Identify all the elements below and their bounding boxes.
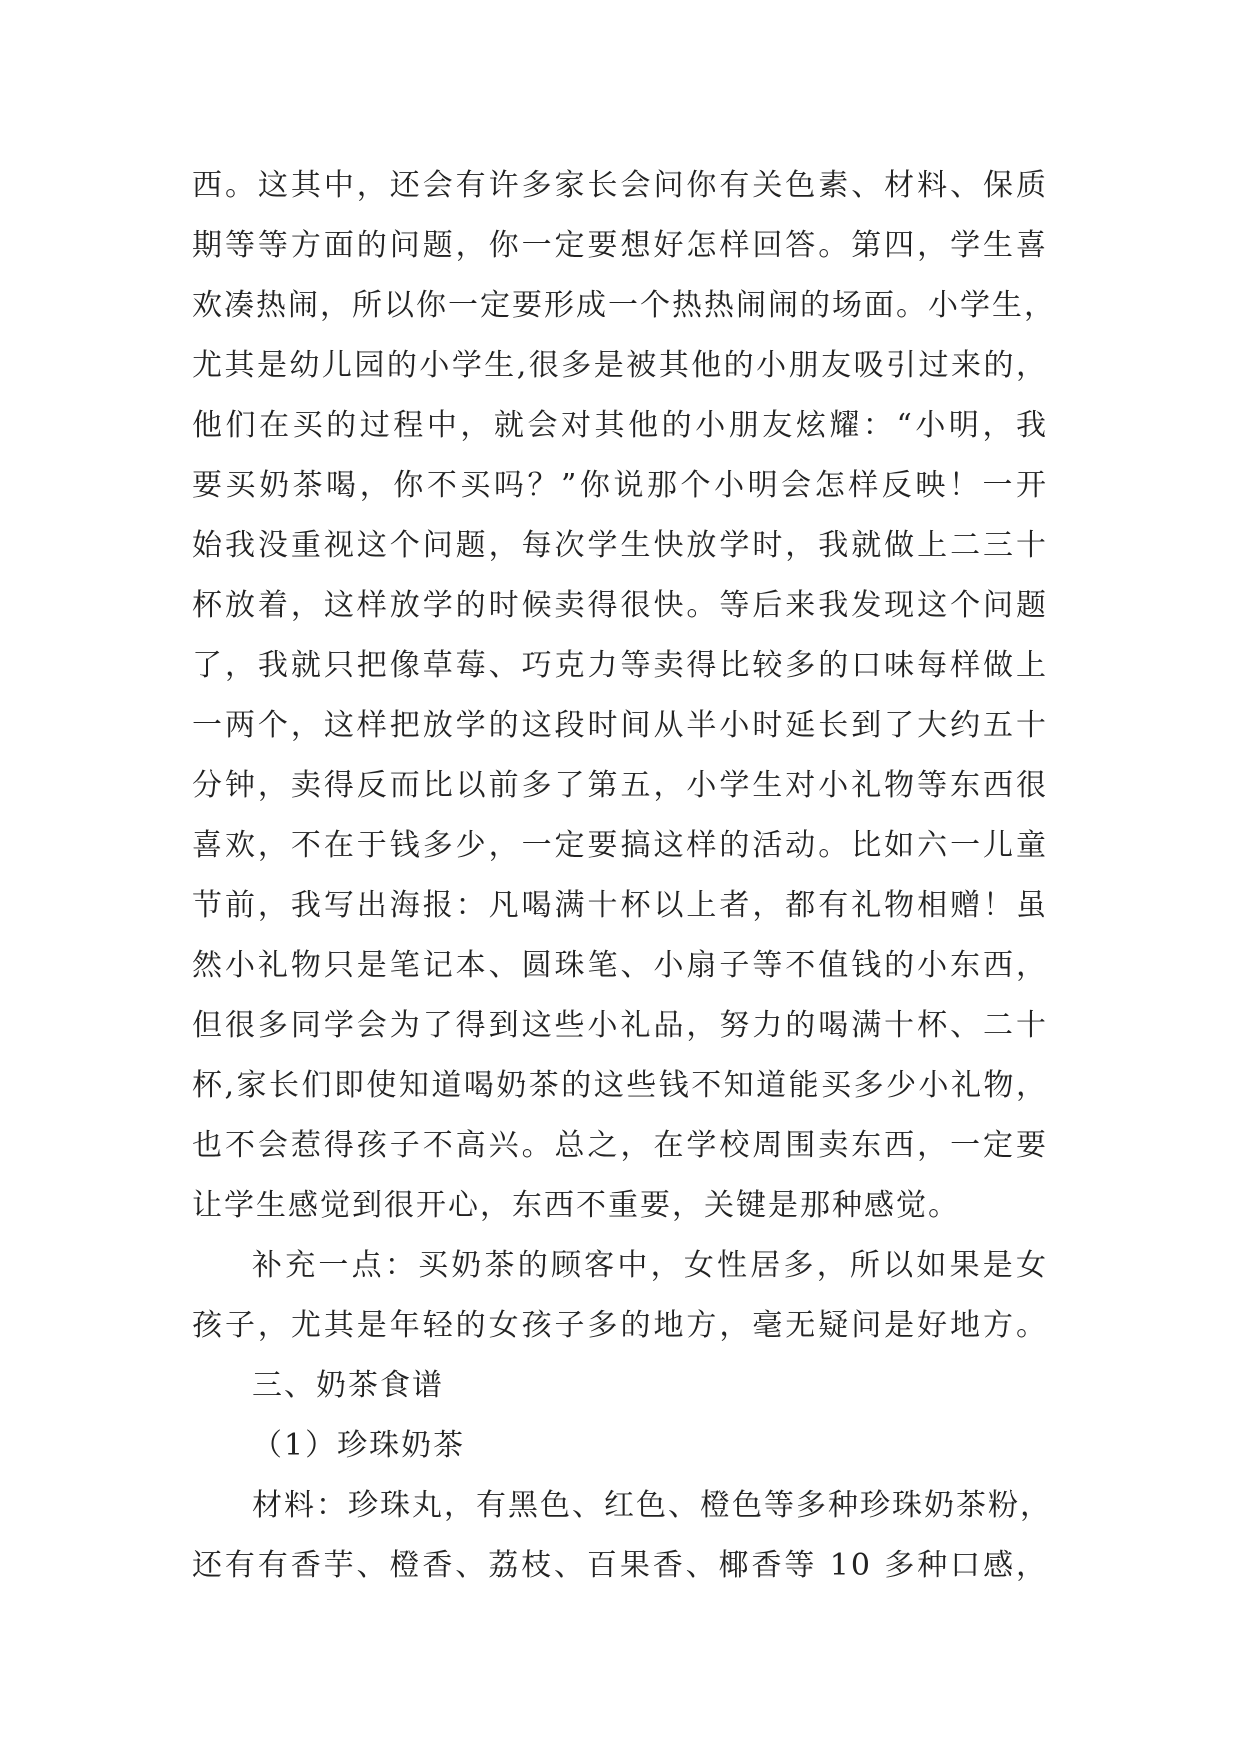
text-line: 节前，我写出海报：凡喝满十杯以上者，都有礼物相赠！虽 — [192, 888, 1048, 923]
text-line: 尤其是幼儿园的小学生,很多是被其他的小朋友吸引过来的， — [192, 348, 1048, 383]
text-line: 但很多同学会为了得到这些小礼品，努力的喝满十杯、二十 — [192, 1008, 1048, 1043]
text-line: 杯,家长们即使知道喝奶茶的这些钱不知道能买多少小礼物， — [192, 1068, 1048, 1103]
subsection-heading: （1）珍珠奶茶 — [252, 1428, 466, 1463]
body-text — [192, 156, 1056, 1596]
text-line: 始我没重视这个问题，每次学生快放学时，我就做上二三十 — [192, 528, 1048, 563]
text-line: 期等等方面的问题，你一定要想好怎样回答。第四，学生喜 — [192, 228, 1048, 263]
text-line: 喜欢，不在于钱多少，一定要搞这样的活动。比如六一儿童 — [192, 828, 1048, 863]
text-line: 他们在买的过程中，就会对其他的小朋友炫耀：“小明，我 — [192, 408, 1048, 443]
text-line: 分钟，卖得反而比以前多了第五，小学生对小礼物等东西很 — [192, 768, 1048, 803]
paragraph-first-line: 材料：珍珠丸，有黑色、红色、橙色等多种珍珠奶茶粉， — [252, 1488, 1052, 1523]
text-line: 然小礼物只是笔记本、圆珠笔、小扇子等不值钱的小东西， — [192, 948, 1048, 983]
text-line: 欢凑热闹，所以你一定要形成一个热热闹闹的场面。小学生， — [192, 288, 1056, 323]
text-line: 杯放着，这样放学的时候卖得很快。等后来我发现这个问题 — [192, 588, 1048, 623]
text-line: 也不会惹得孩子不高兴。总之，在学校周围卖东西，一定要 — [192, 1128, 1048, 1163]
text-line: 要买奶茶喝，你不买吗？”你说那个小明会怎样反映！一开 — [192, 468, 1048, 503]
section-heading: 三、奶茶食谱 — [252, 1368, 444, 1403]
paragraph-first-line: 补充一点：买奶茶的顾客中，女性居多，所以如果是女 — [252, 1248, 1048, 1283]
text-line: 了，我就只把像草莓、巧克力等卖得比较多的口味每样做上 — [192, 648, 1048, 683]
text-line: 还有有香芋、橙香、荔枝、百果香、椰香等 10 多种口感， — [192, 1548, 1048, 1583]
text-line: 让学生感觉到很开心，东西不重要，关键是那种感觉。 — [192, 1188, 960, 1223]
text-line: 孩子，尤其是年轻的女孩子多的地方，毫无疑问是好地方。 — [192, 1308, 1048, 1343]
text-line: 西。这其中，还会有许多家长会问你有关色素、材料、保质 — [192, 168, 1048, 203]
text-line: 一两个，这样把放学的这段时间从半小时延长到了大约五十 — [192, 708, 1048, 743]
